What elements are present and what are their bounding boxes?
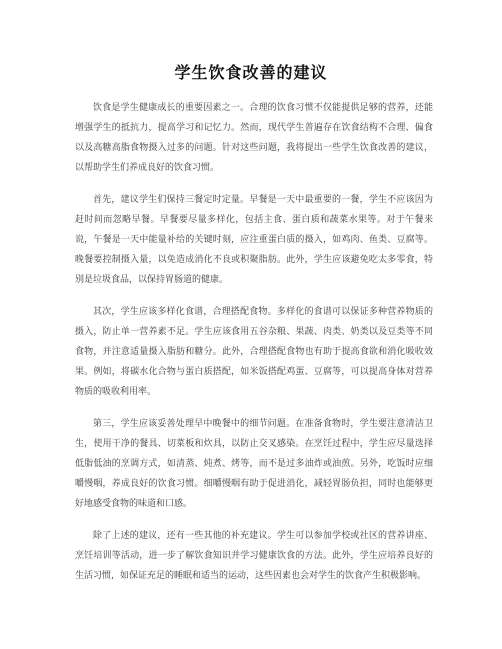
- paragraph-diverse-diet: 其次，学生应该多样化食谱，合理搭配食物。多样化的食谱可以保证多种营养物质的摄入，防止单一营养素不足。学生应该食用五谷杂粮、果蔬、肉类、奶类以及豆类等不同食物，并注意适量摄入脂肪和糖分。此外，合理搭配食物也有助于提高食欲和消化吸收效果。例如，将碳水化合物与蛋白质搭配，如米饭搭配鸡蛋、豆腐等，可以提高身体对营养物质的吸收利用率。: [75, 307, 433, 397]
- paragraph-meal-details: 第三，学生应该妥善处理早中晚餐中的细节问题。在准备食物时，学生要注意清洁卫生，使用干净的餐具、切菜板和炊具，以防止交叉感染。在烹饪过程中，学生应尽量选择低脂低油的烹调方式，如清蒸、炖煮、烤等，而不是过多油炸或油煎。另外，吃饭时应细嚼慢咽，养成良好的饮食习惯。细嚼慢咽有助于促进消化，减轻胃肠负担，同时也能够更好地感受食物的味道和口感。: [75, 419, 433, 509]
- page-title: 学生饮食改善的建议: [174, 63, 328, 82]
- paragraph-supplementary: 除了上述的建议，还有一些其他的补充建议。学生可以参加学校或社区的营养讲座、烹饪培训等活动，进一步了解饮食知识并学习健康饮食的方法。此外，学生应培养良好的生活习惯，如保证充足的睡眠和适当的运动，这些因素也会对学生的饮食产生积极影响。: [75, 531, 433, 581]
- document-body: [75, 98, 433, 598]
- paragraph-meal-timing: 首先，建议学生们保持三餐定时定量。早餐是一天中最重要的一餐，学生不应该因为赶时间而忽略早餐。早餐要尽量多样化，包括主食、蛋白质和蔬菜水果等。对于午餐来说，午餐是一天中能量补给的关键时刻，应注重蛋白质的摄入，如鸡肉、鱼类、豆腐等。晚餐要控制摄入量，以免造成消化不良或积聚脂肪。此外，学生应该避免吃太多零食，特别是垃圾食品，以保持胃肠道的健康。: [75, 195, 433, 285]
- paragraph-intro: 饮食是学生健康成长的重要因素之一。合理的饮食习惯不仅能提供足够的营养，还能增强学生的抵抗力，提高学习和记忆力。然而，现代学生普遍存在饮食结构不合理、偏食以及高糖高脂食物摄入过多的问题。针对这些问题，我将提出一些学生饮食改善的建议，以帮助学生们养成良好的饮食习惯。: [75, 103, 433, 173]
